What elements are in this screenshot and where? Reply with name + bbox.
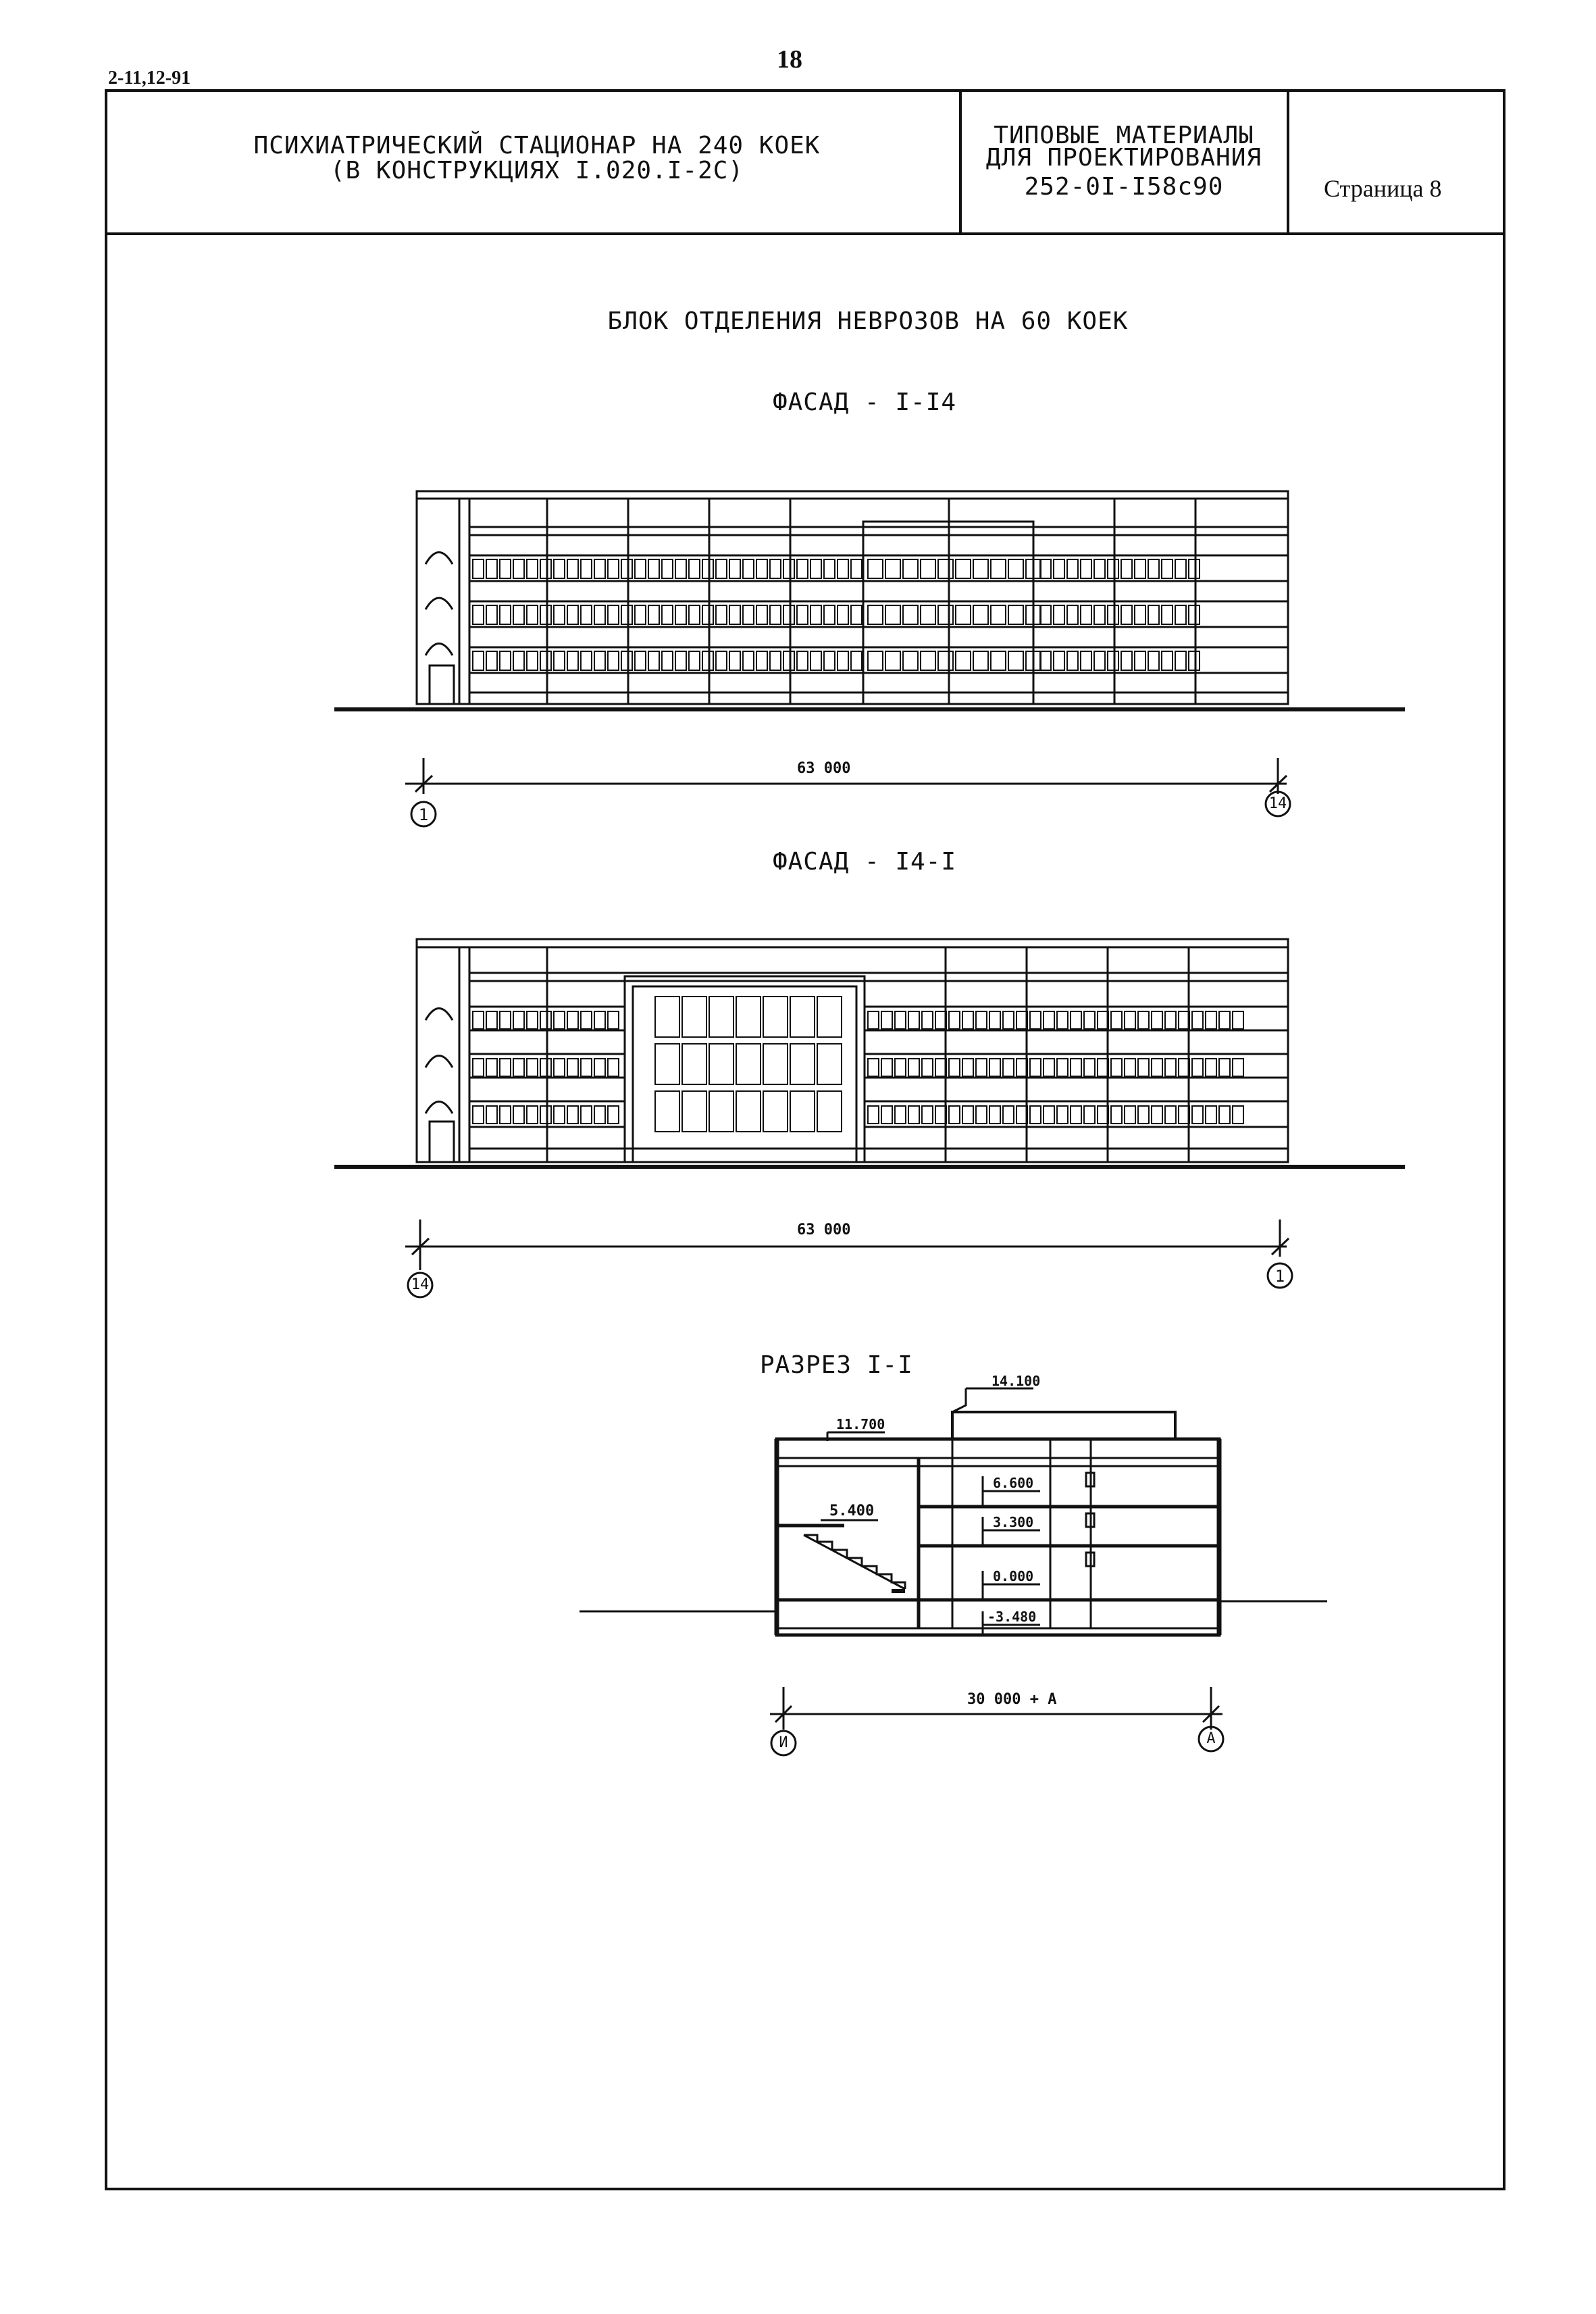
section-title: РАЗРЕЗ I-I xyxy=(760,1351,913,1379)
facade1-axis-right: 14 xyxy=(1268,795,1287,812)
page-number: 18 xyxy=(777,45,802,74)
section-axis-left: И xyxy=(779,1734,788,1751)
section-mark-roof: 11.700 xyxy=(836,1416,885,1432)
facade2-axis-left: 14 xyxy=(411,1276,430,1293)
material-code: 252-0I-I58с90 xyxy=(1024,173,1224,201)
facade2-title: ФАСАД - I4-I xyxy=(772,848,957,876)
section-mark-level3: 6.600 xyxy=(993,1475,1034,1491)
facade1-dimension-value: 63 000 xyxy=(797,760,851,777)
project-name-line2: (В КОНСТРУКЦИЯХ I.020.I-2C) xyxy=(330,157,744,184)
material-type-line2: ДЛЯ ПРОЕКТИРОВАНИЯ xyxy=(985,144,1262,172)
doc-code: 2-11,12-91 xyxy=(108,68,191,89)
block-title: БЛОК ОТДЕЛЕНИЯ НЕВРОЗОВ НА 60 КОЕК xyxy=(607,307,1129,335)
facade1-title: ФАСАД - I-I4 xyxy=(772,388,957,416)
facade2-dimension-value: 63 000 xyxy=(797,1222,851,1238)
section-mark-stair: 5.400 xyxy=(829,1503,875,1519)
project-name-line1: ПСИХИАТРИЧЕСКИЙ СТАЦИОНАР НА 240 КОЕК xyxy=(253,132,821,159)
material-type-line1: ТИПОВЫЕ МАТЕРИАЛЫ xyxy=(994,122,1254,149)
section-mark-level2: 3.300 xyxy=(993,1514,1034,1530)
section-axis-right: А xyxy=(1206,1730,1216,1747)
facade1-axis-left: 1 xyxy=(418,805,429,824)
facade2-axis-right: 1 xyxy=(1275,1267,1285,1286)
section-mark-top: 14.100 xyxy=(992,1373,1041,1389)
section-mark-basement: -3.480 xyxy=(987,1609,1037,1625)
section-dimension-value: 30 000 + А xyxy=(967,1691,1057,1708)
section-mark-level0: 0.000 xyxy=(993,1568,1034,1584)
page-label: Страница 8 xyxy=(1324,175,1442,202)
